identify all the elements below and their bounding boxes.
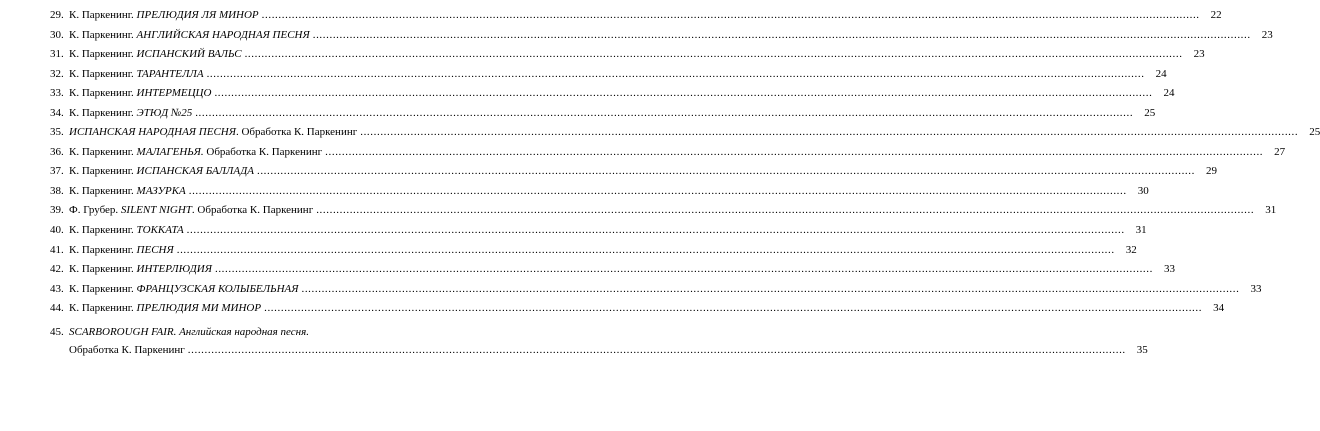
toc-entry-number: 42.: [50, 263, 64, 276]
toc-entry-text: [69, 6, 259, 26]
toc-leader-dots: [214, 84, 1152, 104]
toc-entry-34: [50, 104, 1156, 124]
toc-entry-composer: К. Паркенинг.: [69, 302, 137, 315]
toc-entry-text: [69, 182, 186, 202]
toc-entry-title: ИНТЕРЛЮДИЯ: [136, 263, 212, 276]
toc-entry-composer: К. Паркенинг.: [69, 87, 137, 100]
toc-entry-44: [50, 299, 1225, 319]
toc-entry-text: [69, 260, 212, 280]
toc-entry-text: [69, 299, 261, 319]
toc-entry-page: 27: [1274, 145, 1286, 158]
toc-entry-arrangement: Обработка К. Паркенинг: [206, 145, 323, 158]
toc-entry-page: 33: [1163, 263, 1175, 276]
toc-entry-page: 23: [1193, 48, 1205, 61]
table-of-contents: [50, 6, 1320, 319]
toc-entry-text: [69, 241, 174, 261]
toc-entry-page: 25: [1309, 126, 1320, 139]
toc-entry-composer: К. Паркенинг.: [69, 224, 137, 237]
toc-leader-dots: [257, 162, 1195, 182]
toc-entry-number: 41.: [50, 243, 64, 256]
toc-entry-title: ТОККАТА: [136, 224, 184, 237]
toc-entry-number: 34.: [50, 106, 64, 119]
toc-entry-title: АНГЛИЙСКАЯ НАРОДНАЯ ПЕСНЯ: [136, 28, 310, 41]
toc-entry-number: 37.: [50, 165, 64, 178]
toc-entry-text: [69, 221, 184, 241]
toc-entry-page: 31: [1135, 224, 1147, 237]
toc-leader-dots: [188, 341, 1126, 360]
toc-entry-45: [50, 324, 1148, 360]
toc-entry-title: ИНТЕРМЕЦЦО: [136, 87, 212, 100]
toc-entry-number: 29.: [50, 9, 64, 21]
toc-entry-title: SILENT NIGHT: [120, 204, 192, 217]
toc-entry-41: [50, 241, 1137, 261]
toc-entry-composer: К. Паркенинг.: [69, 165, 137, 178]
toc-entry-text: [69, 65, 204, 85]
toc-entry-text: [69, 162, 254, 182]
toc-leader-dots: [187, 221, 1125, 241]
toc-entry-title: ФРАНЦУЗСКАЯ КОЛЫБЕЛЬНАЯ: [136, 282, 299, 295]
toc-entry-page: 23: [1261, 28, 1273, 41]
toc-entry-33: [50, 84, 1175, 104]
toc-leader-dots: [195, 104, 1133, 124]
toc-entry-composer: К. Паркенинг.: [69, 145, 137, 158]
toc-entry-title: ТАРАНТЕЛЛА: [136, 67, 204, 80]
toc-entry-composer: К. Паркенинг.: [69, 67, 137, 80]
toc-entry-number: 43.: [50, 282, 64, 295]
toc-entry-39: [50, 201, 1277, 221]
toc-entry-page: 35: [1136, 344, 1148, 356]
toc-entry-title: SCARBOROUGH FAIR. Английская народная песня.: [69, 326, 309, 338]
toc-entry-title: ЭТЮД №25: [136, 106, 193, 119]
toc-leader-dots: [264, 299, 1202, 319]
toc-entry-arrangement: Обработка К. Паркенинг: [69, 344, 185, 356]
toc-entry-arrangement: . Обработка К. Паркенинг: [235, 126, 358, 139]
toc-entry-page: 34: [1213, 302, 1225, 315]
toc-leader-dots: [262, 6, 1200, 26]
toc-leader-dots: [360, 123, 1298, 143]
toc-entry-title: ПРЕЛЮДИЯ ЛЯ МИНОР: [136, 9, 259, 21]
toc-entry-text: [69, 201, 313, 221]
toc-entry-text: [69, 84, 211, 104]
toc-entry-composer: К. Паркенинг.: [69, 28, 137, 41]
toc-entry-text: [69, 280, 298, 300]
toc-entry-title: ИСПАНСКАЯ НАРОДНАЯ ПЕСНЯ: [69, 126, 236, 139]
toc-entry-30: [50, 26, 1273, 46]
toc-entry-text: [69, 26, 310, 46]
toc-entry-text: [69, 45, 242, 65]
toc-entry-number: 39.: [50, 204, 64, 217]
toc-entry-page: 25: [1144, 106, 1156, 119]
toc-entry-number: 31.: [50, 48, 64, 61]
toc-entry-page: 31: [1265, 204, 1277, 217]
toc-entry-text: [69, 123, 357, 143]
toc-entry-title: МАЛАГЕНЬЯ.: [136, 145, 207, 158]
toc-entry-number: 36.: [50, 145, 64, 158]
toc-entry-composer: Ф. Грубер.: [69, 204, 121, 217]
toc-entry-composer: К. Паркенинг.: [69, 106, 137, 119]
toc-entry-page: 30: [1137, 184, 1149, 197]
toc-entry-composer: К. Паркенинг.: [69, 263, 137, 276]
toc-entry-title: ПРЕЛЮДИЯ МИ МИНОР: [136, 302, 262, 315]
toc-entry-number: 45.: [50, 326, 64, 338]
toc-entry-number: 35.: [50, 126, 64, 139]
toc-entry-composer: К. Паркенинг.: [69, 184, 137, 197]
toc-entry-arrangement: . Обработка К. Паркенинг: [191, 204, 314, 217]
toc-entry-page: 29: [1205, 165, 1217, 178]
toc-entry-37: [50, 162, 1217, 182]
toc-entry-composer: К. Паркенинг.: [69, 48, 137, 61]
toc-entry-text: [69, 104, 192, 124]
toc-entry-42: [50, 260, 1175, 280]
toc-entry-title: ПЕСНЯ: [136, 243, 174, 256]
toc-entry-composer: К. Паркенинг.: [69, 282, 137, 295]
toc-entry-composer: К. Паркенинг.: [69, 9, 137, 21]
toc-entry-number: 33.: [50, 87, 64, 100]
toc-leader-dots: [215, 260, 1153, 280]
toc-entry-35: [50, 123, 1320, 143]
toc-entry-31: [50, 45, 1205, 65]
toc-entry-number: 44.: [50, 302, 64, 315]
toc-entry-number: 30.: [50, 28, 64, 41]
toc-leader-dots: [245, 45, 1183, 65]
toc-entry-number: 38.: [50, 184, 64, 197]
toc-entry-page: 32: [1125, 243, 1137, 256]
toc-leader-dots: [177, 241, 1115, 261]
toc-entry-40: [50, 221, 1147, 241]
toc-entry-43: [50, 280, 1262, 300]
toc-leader-dots: [301, 280, 1239, 300]
toc-entry-page: 24: [1155, 67, 1167, 80]
toc-entry-page: 24: [1163, 87, 1175, 100]
toc-entry-title: ИСПАНСКАЯ БАЛЛАДА: [136, 165, 254, 178]
toc-entry-title: ИСПАНСКИЙ ВАЛЬС: [136, 48, 242, 61]
toc-leader-dots: [189, 182, 1127, 202]
toc-entry-38: [50, 182, 1149, 202]
toc-leader-dots: [316, 201, 1254, 221]
toc-entry-number: 40.: [50, 224, 64, 237]
toc-entry-number: 32.: [50, 67, 64, 80]
toc-leader-dots: [325, 143, 1263, 163]
toc-entry-32: [50, 65, 1167, 85]
toc-entry-text: [69, 143, 322, 163]
toc-leader-dots: [207, 65, 1145, 85]
toc-entry-title: МАЗУРКА: [136, 184, 186, 197]
toc-entry-page: 22: [1210, 9, 1222, 21]
toc-leader-dots: [313, 26, 1251, 46]
toc-entry-29: [50, 6, 1222, 26]
toc-entry-composer: К. Паркенинг.: [69, 243, 137, 256]
toc-entry-36: [50, 143, 1286, 163]
toc-entry-page: 33: [1250, 282, 1262, 295]
